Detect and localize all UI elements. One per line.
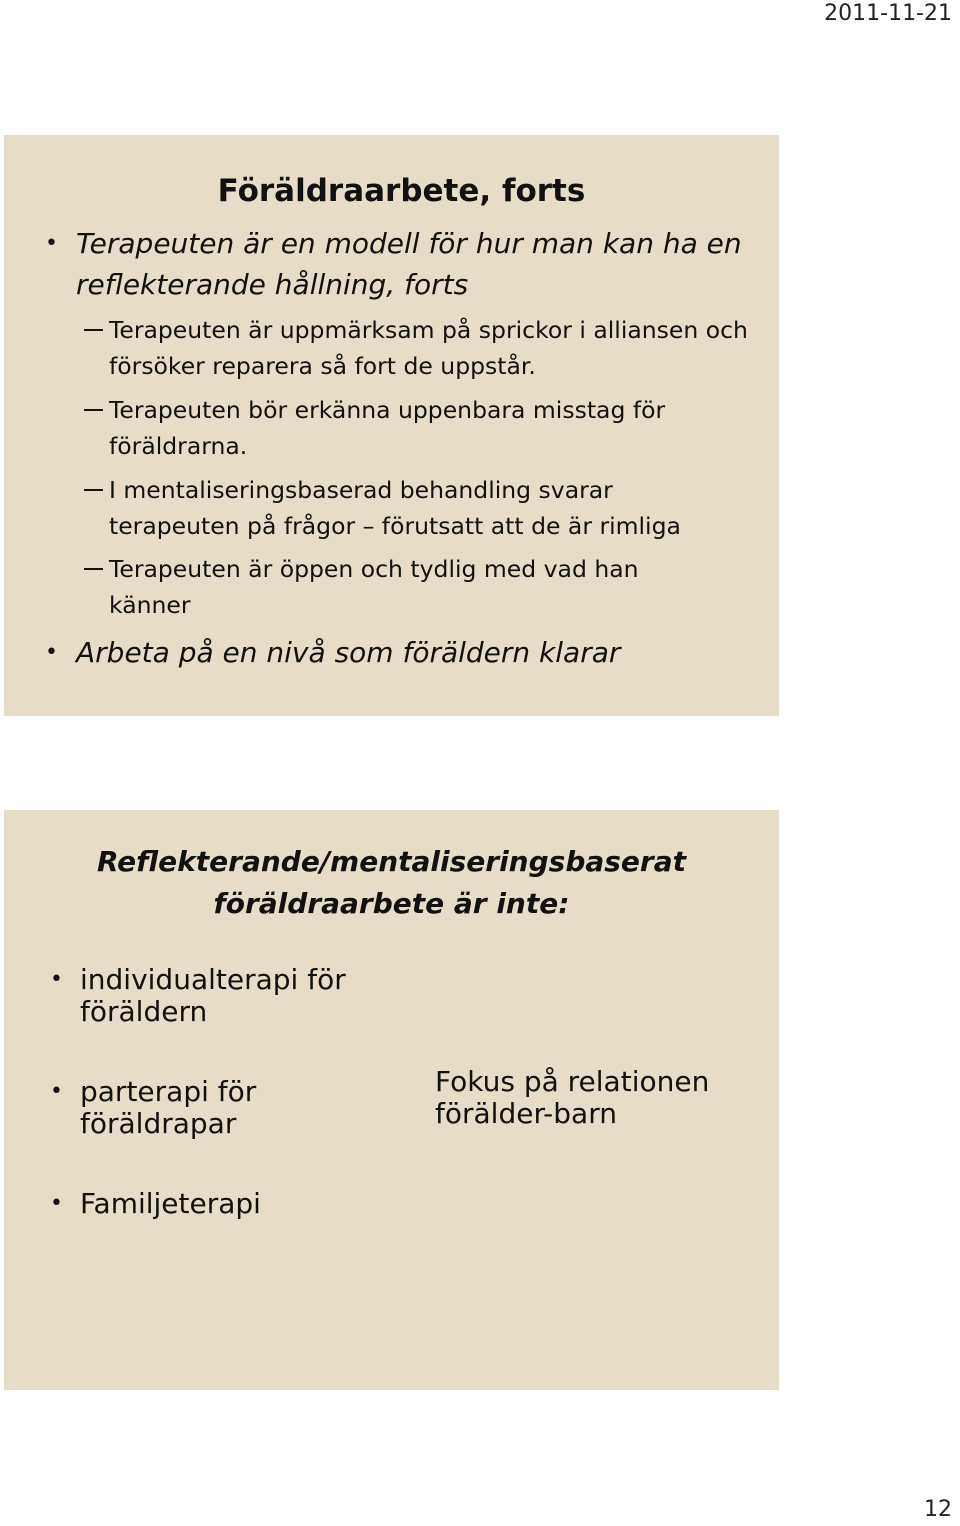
subitem-openness-text: Terapeuten är öppen och tydlig med vad han känner <box>109 555 639 619</box>
dash-icon <box>84 489 103 491</box>
bullet-dot-icon: • <box>50 967 63 992</box>
list-item-family-text: Familjeterapi <box>80 1187 261 1220</box>
bullet-dot-icon: • <box>50 1191 63 1216</box>
list-item-family <box>50 1187 380 1220</box>
page-number: 12 <box>924 1497 952 1522</box>
slide-2-title: Reflekterande/mentaliseringsbaserat föräldraarbete är inte: <box>96 845 687 920</box>
list-item-individual-text: individualterapi för föräldern <box>80 963 346 1028</box>
bullet-dot-icon: • <box>50 1079 63 1104</box>
subitem-openness <box>109 551 689 623</box>
header-date: 2011-11-21 <box>824 1 952 26</box>
list-item-couples-text: parterapi för föräldrapar <box>80 1075 257 1140</box>
bullet-model-text: Terapeuten är en modell för hur man kan ha en reflekterande hållning, forts <box>76 227 742 301</box>
dash-icon <box>84 568 103 570</box>
subitem-alliance <box>109 312 749 384</box>
dash-icon <box>84 409 103 411</box>
list-item-couples <box>50 1075 280 1140</box>
subitem-alliance-text: Terapeuten är uppmärksam på sprickor i alliansen och försöker reparera så fort de uppstår. <box>109 316 748 380</box>
slide-1-title: Föräldraarbete, forts <box>217 173 586 209</box>
bullet-model <box>45 223 766 305</box>
subitem-questions-text: I mentaliseringsbaserad behandling svarar terapeuten på frågor – förutsatt att de är rimliga <box>109 476 681 540</box>
bullet-dot-icon: • <box>45 231 58 256</box>
bullet-level-text: Arbeta på en nivå som föräldern klarar <box>76 636 621 669</box>
bullet-dot-icon: • <box>45 640 58 665</box>
subitem-questions <box>109 472 749 544</box>
list-item-individual <box>50 963 380 1028</box>
subitem-mistakes <box>109 392 729 464</box>
focus-note: Fokus på relationen förälder-barn <box>435 1065 710 1130</box>
bullet-level <box>45 632 766 673</box>
dash-icon <box>84 329 103 331</box>
subitem-mistakes-text: Terapeuten bör erkänna uppenbara misstag för föräldrarna. <box>109 396 666 460</box>
